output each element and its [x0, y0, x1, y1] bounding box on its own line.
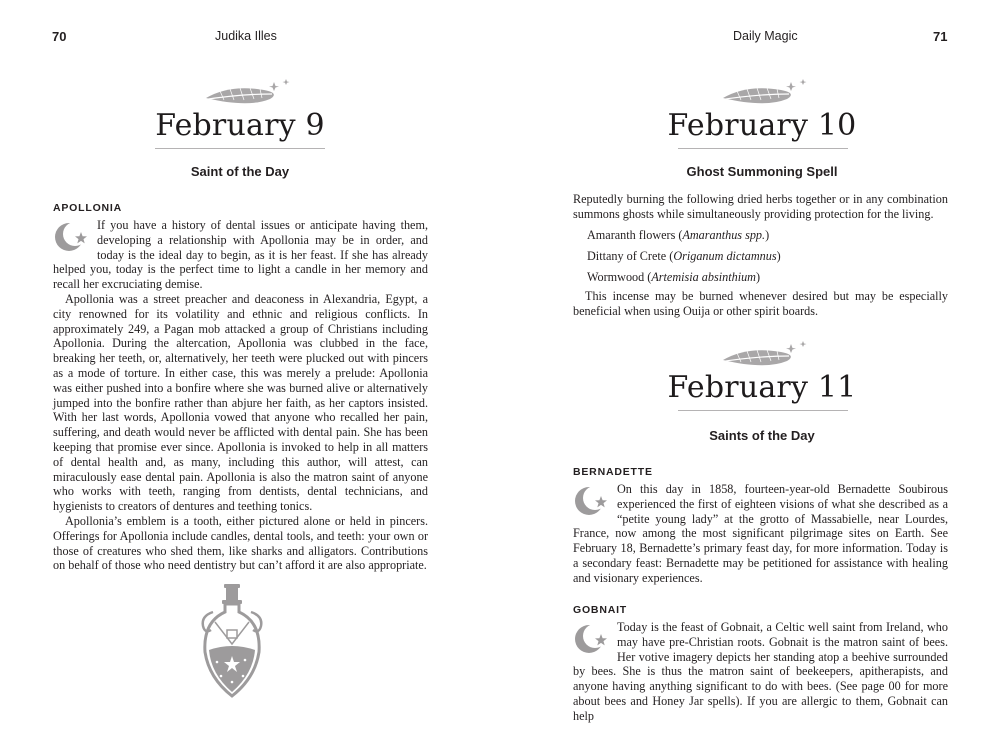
- date-title: February 11: [667, 370, 857, 405]
- paragraph: Apollonia was a street preacher and deaconess in Alexandria, Egypt, a city renowned for its volatility and ethnic and religious conflicts. In approximately 249, a Pagan mob attacked a group of Christians including Apollonia. During the altercation, Apollonia was clubbed in the face, breaking her teeth, or, alternatively, her teeth were plucked out with pincers as a mode of torture. In either case, this was merely a prelude: Apollonia was either pushed into a bonfire where she was burned alive or alternatively jumped into the bonfire rather than abjure her faith, as her captors insisted. With her last words, Apollonia vowed that anyone who recalled her pain, suffering, and death would never be afflicted with dental pain. She has been keeping that promise ever since. Apollonia is invoked to help in all matters of dental health and, as many, including this author, will attest, can miraculously ease dental pain. Apollonia is also the matron saint of anyone who works with teeth, ranging from dentists, dental technicians, and hygienists to creators of dentures and teething tonics.: [53, 291, 428, 514]
- herb-item: Wormwood (Artemisia absinthium): [587, 269, 761, 284]
- saint-body: [573, 482, 948, 586]
- right-page: [500, 0, 1000, 750]
- herb-list: [587, 228, 947, 290]
- date-title: February 10: [667, 108, 857, 143]
- crescent-star-icon: [573, 622, 613, 656]
- section-subtitle: Saints of the Day: [709, 428, 815, 443]
- crescent-star-icon: [53, 220, 93, 254]
- date-title: February 9: [155, 108, 325, 143]
- page-number: 70: [52, 29, 67, 44]
- herb-item: Amaranth flowers (Amaranthus spp.): [587, 228, 770, 242]
- saint-body: [573, 620, 948, 724]
- title-rule: [155, 148, 325, 149]
- saint-heading: GOBNAIT: [573, 604, 628, 616]
- title-rule: [678, 148, 848, 149]
- paragraph: On this day in 1858, fourteen-year-old Bernadette Soubirous experienced the first of eighteen visions of what she described as a “petite young lady” at the grotto of Massabielle, near Lourdes, France, now among the most significant pilgrimage sites on Earth. See February 18, Bernadette’s primary feast day, for more information. Today is a secondary feast: Bernadette may be petitioned for assistance with healing and visionary experiences.: [573, 482, 948, 585]
- saint-body: [53, 218, 428, 573]
- crescent-star-icon: [573, 484, 613, 518]
- section-subtitle: Ghost Summoning Spell: [686, 164, 838, 179]
- paragraph: Apollonia’s emblem is a tooth, either pictured alone or held in pincers. Offerings for Apollonia include candles, dental tools, and teeth: your own or those of creatures who shed them, like sharks and alligators. Contributions on behalf of those who need dentistry but can’t afford it are also appropriate.: [53, 513, 428, 573]
- spell-outro: This incense may be burned whenever desired but may be especially beneficial when using Ouija or other spirit boards.: [573, 289, 948, 318]
- saint-heading: APOLLONIA: [53, 202, 123, 214]
- paragraph: If you have a history of dental issues or anticipate having them, developing a relationship with Apollonia may be in order, and today is the ideal day to begin, as it is her feast. If she has already helped you, today is the perfect time to light a candle in her memory and recall her excruciating demise.: [53, 218, 428, 292]
- section-subtitle: Saint of the Day: [190, 164, 290, 179]
- saint-heading: BERNADETTE: [573, 466, 653, 478]
- paragraph: Today is the feast of Gobnait, a Celtic well saint from Ireland, who may have pre-Christian roots. Gobnait is the matron saint of bees. Her votive imagery depicts her standing atop a beehive surrounded by bees. She is thus the matron saint of beekeepers, apitherapists, and anyone having anything significant to do with bees. (See page 00 for more about bees and Honey Jar spells). If you are allergic to them, Gobnait can help: [573, 620, 948, 723]
- spell-intro: Reputedly burning the following dried herbs together or in any combination summons ghosts while simultaneously providing protection for the living.: [573, 192, 948, 221]
- potion-bottle-icon: [197, 582, 267, 707]
- page-number: 71: [933, 29, 948, 44]
- running-header: Daily Magic: [733, 29, 798, 43]
- running-header: Judika Illes: [215, 29, 277, 43]
- herb-item: Dittany of Crete (Origanum dictamnus): [587, 248, 781, 263]
- title-rule: [678, 410, 848, 411]
